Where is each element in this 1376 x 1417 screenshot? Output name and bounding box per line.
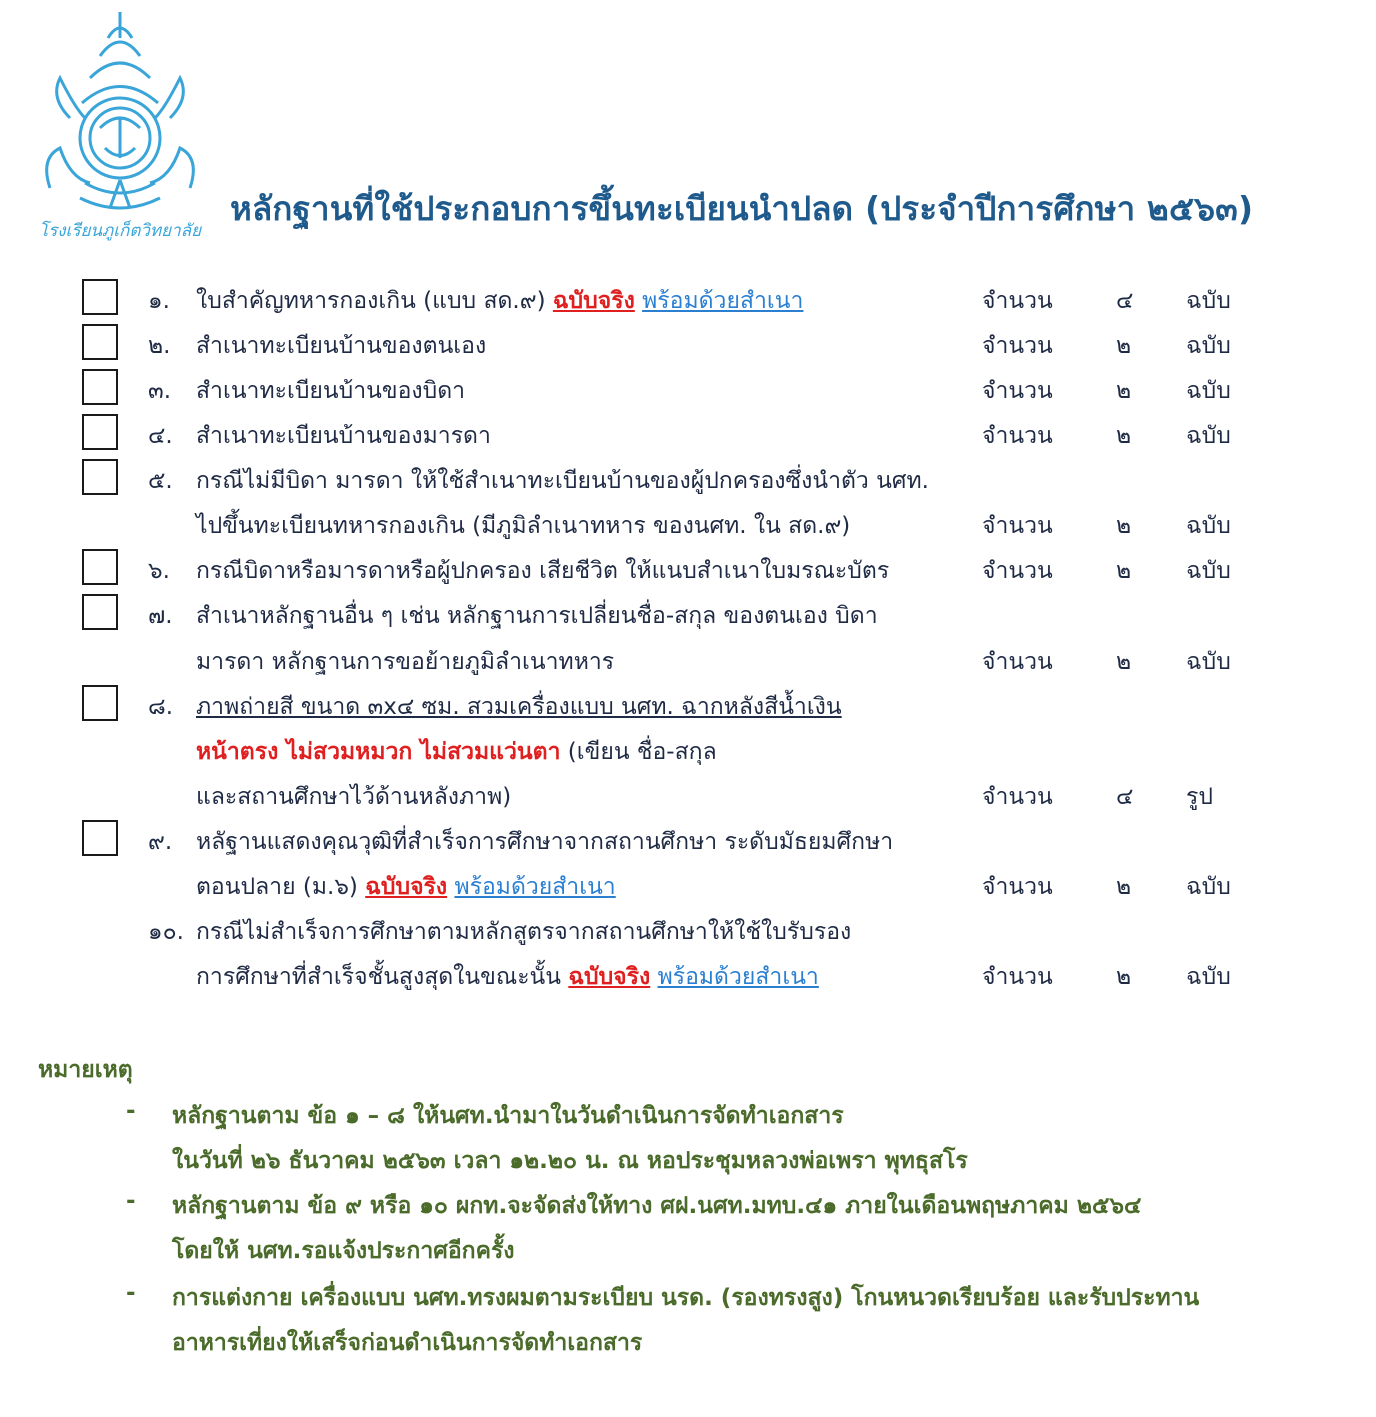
count-label: จำนวน	[982, 784, 1053, 810]
item-number: ๕.	[148, 468, 173, 494]
list-item	[0, 277, 1376, 322]
item-text: สำเนาทะเบียนบ้านของตนเอง	[196, 333, 487, 359]
list-item	[0, 908, 1376, 953]
item-text: สำเนาทะเบียนบ้านของบิดา	[196, 378, 466, 404]
note-text: โดยให้ นศท.รอแจ้งประกาศอีกครั้ง	[172, 1238, 515, 1264]
photo-requirement: หน้าตรง ไม่สวมหมวก ไม่สวมแว่นตา	[196, 739, 561, 765]
count-label: จำนวน	[982, 649, 1053, 675]
item-number: ๖.	[148, 558, 170, 584]
checkbox[interactable]	[82, 324, 118, 360]
unit-label: ฉบับ	[1186, 649, 1231, 675]
item-text: สำเนาทะเบียนบ้านของมารดา	[196, 423, 491, 449]
count-label: จำนวน	[982, 288, 1053, 314]
item-text: กรณีไม่สำเร็จการศึกษาตามหลักสูตรจากสถานศึกษาให้ใช้ใบรับรอง	[196, 919, 852, 945]
unit-label: ฉบับ	[1186, 423, 1231, 449]
copy-label: พร้อมด้วยสำเนา	[657, 964, 819, 990]
list-item	[0, 818, 1376, 863]
checkbox[interactable]	[82, 279, 118, 315]
item-text: (เขียน ชื่อ-สกุล	[560, 739, 717, 765]
count-label: จำนวน	[982, 558, 1053, 584]
list-item	[0, 367, 1376, 412]
item-text: กรณีไม่มีบิดา มารดา ให้ใช้สำเนาทะเบียนบ้านของผู้ปกครองซึ่งนำตัว นศท.	[196, 468, 929, 494]
school-logo	[30, 8, 210, 248]
list-item-continuation	[0, 863, 1376, 908]
count-label: จำนวน	[982, 874, 1053, 900]
count-label: จำนวน	[982, 513, 1053, 539]
item-text: ภาพถ่ายสี ขนาด ๓x๔ ซม. สวมเครื่องแบบ นศท. ฉากหลังสีน้ำเงิน	[196, 694, 842, 720]
item-text: ไปขึ้นทะเบียนทหารกองเกิน (มีภูมิลำเนาทหาร ของนศท. ใน สด.๙)	[196, 513, 851, 539]
list-item	[0, 592, 1376, 637]
checkbox[interactable]	[82, 594, 118, 630]
unit-label: ฉบับ	[1186, 288, 1231, 314]
checkbox[interactable]	[82, 459, 118, 495]
checkbox[interactable]	[82, 820, 118, 856]
item-text: มารดา หลักฐานการขอย้ายภูมิลำเนาทหาร	[196, 649, 615, 675]
copy-label: พร้อมด้วยสำเนา	[454, 874, 616, 900]
count-value: ๒	[1116, 964, 1132, 990]
list-item-continuation	[0, 953, 1376, 998]
list-item	[0, 322, 1376, 367]
note-bullet: -	[126, 1280, 136, 1306]
checkbox[interactable]	[82, 685, 118, 721]
item-number: ๗.	[148, 603, 173, 629]
count-label: จำนวน	[982, 378, 1053, 404]
list-item	[0, 412, 1376, 457]
count-label: จำนวน	[982, 423, 1053, 449]
note-text: การแต่งกาย เครื่องแบบ นศท.ทรงผมตามระเบียบ นรด. (รองทรงสูง) โกนหนวดเรียบร้อย และรับประทาน	[172, 1285, 1200, 1311]
count-value: ๒	[1116, 513, 1132, 539]
original-label: ฉบับจริง	[568, 964, 651, 990]
item-number: ๑.	[148, 288, 170, 314]
unit-label: ฉบับ	[1186, 964, 1231, 990]
item-text: สำเนาหลักฐานอื่น ๆ เช่น หลักฐานการเปลี่ยนชื่อ-สกุล ของตนเอง บิดา	[196, 603, 878, 629]
copy-label: พร้อมด้วยสำเนา	[642, 288, 804, 314]
item-number: ๓.	[148, 378, 172, 404]
logo-text: โรงเรียนภูเก็ตวิทยาลัย	[38, 221, 202, 241]
list-item	[0, 683, 1376, 728]
note-text: อาหารเที่ยงให้เสร็จก่อนดำเนินการจัดทำเอกสาร	[172, 1330, 643, 1356]
list-item-continuation	[0, 773, 1376, 818]
unit-label: รูป	[1186, 784, 1213, 810]
list-item-continuation	[0, 728, 1376, 773]
unit-label: ฉบับ	[1186, 513, 1231, 539]
list-item-continuation	[0, 502, 1376, 547]
count-value: ๒	[1116, 333, 1132, 359]
unit-label: ฉบับ	[1186, 558, 1231, 584]
page-title: หลักฐานที่ใช้ประกอบการขึ้นทะเบียนนำปลด (ประจำปีการศึกษา ๒๕๖๓)	[230, 189, 1254, 228]
item-text: ใบสำคัญทหารกองเกิน (แบบ สด.๙)	[196, 288, 546, 314]
item-number: ๘.	[148, 694, 174, 720]
list-item	[0, 547, 1376, 592]
count-value: ๒	[1116, 558, 1132, 584]
checkbox[interactable]	[82, 549, 118, 585]
unit-label: ฉบับ	[1186, 378, 1231, 404]
count-label: จำนวน	[982, 964, 1053, 990]
checkbox[interactable]	[82, 414, 118, 450]
item-text: การศึกษาที่สำเร็จชั้นสูงสุดในขณะนั้น	[196, 964, 561, 990]
unit-label: ฉบับ	[1186, 333, 1231, 359]
notes-heading: หมายเหตุ	[38, 1057, 133, 1083]
note-text: หลักฐานตาม ข้อ ๙ หรือ ๑๐ ผกท.จะจัดส่งให้ทาง ศฝ.นศท.มทบ.๔๑ ภายในเดือนพฤษภาคม ๒๕๖๔	[172, 1193, 1142, 1219]
item-text: และสถานศึกษาไว้ด้านหลังภาพ)	[196, 784, 512, 810]
item-number: ๒.	[148, 333, 171, 359]
original-label: ฉบับจริง	[365, 874, 448, 900]
count-value: ๒	[1116, 423, 1132, 449]
note-text: ในวันที่ ๒๖ ธันวาคม ๒๕๖๓ เวลา ๑๒.๒๐ น. ณ หอประชุมหลวงพ่อเพรา พุทธุสโร	[172, 1148, 968, 1174]
unit-label: ฉบับ	[1186, 874, 1231, 900]
note-text: หลักฐานตาม ข้อ ๑ – ๘ ให้นศท.นำมาในวันดำเนินการจัดทำเอกสาร	[172, 1103, 844, 1129]
note-bullet: -	[126, 1188, 136, 1214]
note-bullet: -	[126, 1098, 136, 1124]
count-value: ๒	[1116, 874, 1132, 900]
count-value: ๒	[1116, 378, 1132, 404]
item-text: ตอนปลาย (ม.๖)	[196, 874, 358, 900]
count-value: ๔	[1116, 288, 1134, 314]
checkbox[interactable]	[82, 369, 118, 405]
list-item	[0, 457, 1376, 502]
item-number: ๑๐.	[148, 919, 184, 945]
count-value: ๔	[1116, 784, 1134, 810]
list-item-continuation	[0, 638, 1376, 683]
item-number: ๔.	[148, 423, 173, 449]
count-value: ๒	[1116, 649, 1132, 675]
original-label: ฉบับจริง	[552, 288, 635, 314]
item-text: กรณีบิดาหรือมารดาหรือผู้ปกครอง เสียชีวิต ให้แนบสำเนาใบมรณะบัตร	[196, 558, 890, 584]
item-number: ๙.	[148, 829, 173, 855]
item-text: หลัฐานแสดงคุณวุฒิที่สำเร็จการศึกษาจากสถานศึกษา ระดับมัธยมศึกษา	[196, 829, 894, 855]
count-label: จำนวน	[982, 333, 1053, 359]
